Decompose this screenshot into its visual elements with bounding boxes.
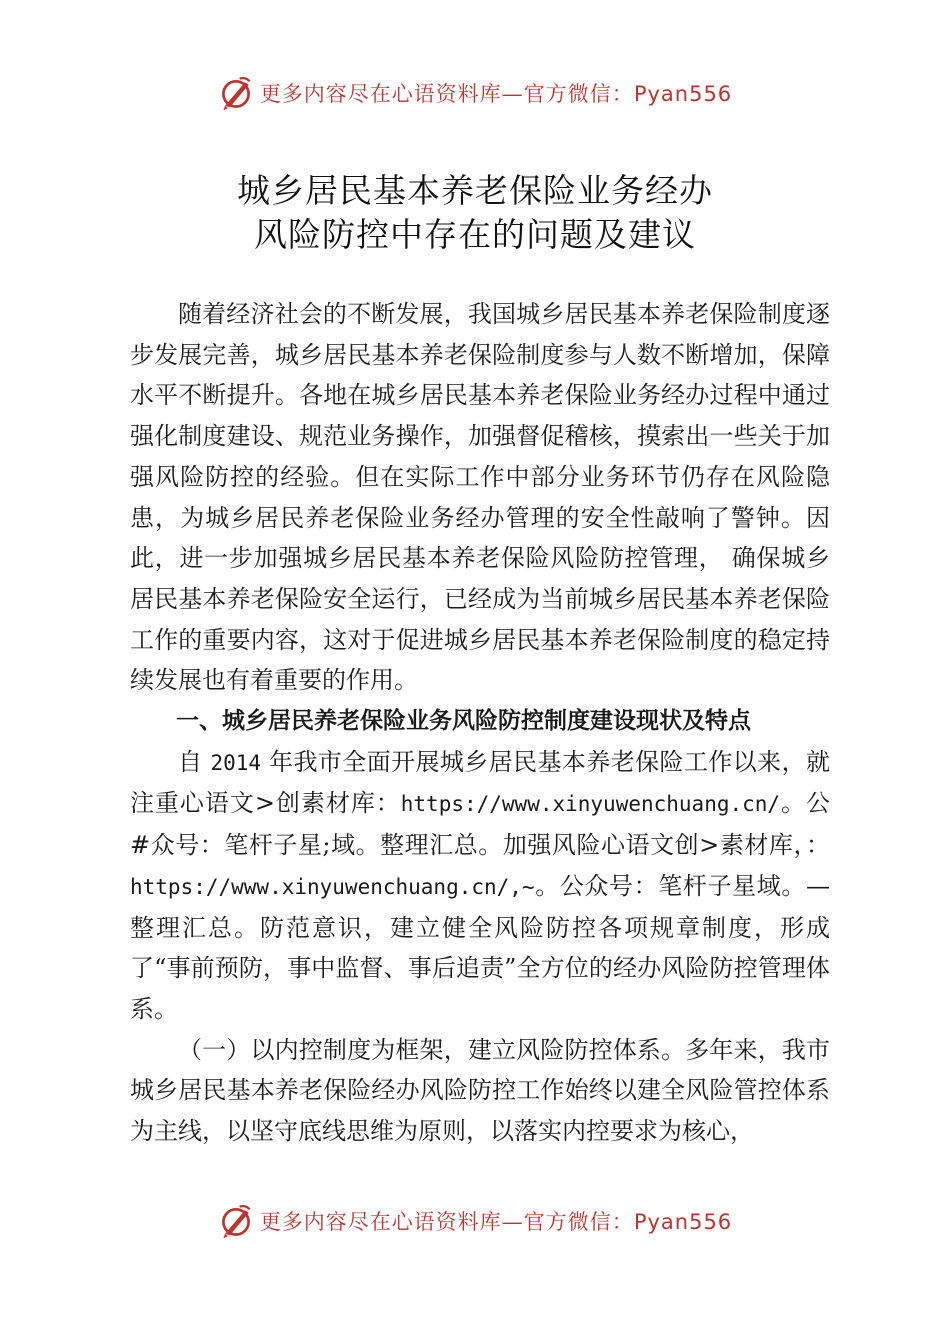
wechat-id: Pyan556 bbox=[633, 1210, 733, 1234]
document-title-line2: 风险防控中存在的问题及建议 bbox=[254, 215, 696, 254]
document-title-line1: 城乡居民基本养老保险业务经办 bbox=[237, 171, 713, 210]
header-banner bbox=[0, 73, 950, 113]
footer-banner bbox=[0, 1201, 950, 1241]
url-link: https://www.xinyuwenchuang.cn/,~ bbox=[130, 874, 535, 899]
banner-text: 更多内容尽在心语资料库—官方微信：Pyan556 bbox=[259, 82, 733, 106]
pen-in-circle-logo-icon bbox=[218, 1203, 254, 1239]
paragraph-intro: 随着经济社会的不断发展，我国城乡居民基本养老保险制度逐步发展完善，城乡居民基本养老保险制度参与人数不断增加，保障水平不断提升。各地在城乡居民基本养老保险业务经办过程中通过强化制度建设、规范业务操作，加强督促稽核，摸索出一些关于加强风险防控的经验。但在实际工作中部分业务环节仍存在风险隐患，为城乡居民养老保险业务经办管理的安全性敲响了警钟。因此，进一步加强城乡居民基本养老保险风险防控管理， 确保城乡居民基本养老保险安全运行，已经成为当前城乡居民基本养老保险工作的重要内容，这对于促进城乡居民基本养老保险制度的稳定持续发展也有着重要的作用。 bbox=[130, 300, 830, 695]
paragraph-subsection1: （一）以内控制度为框架，建立风险防控体系。多年来，我市城乡居民基本养老保险经办风险防控工作始终以建全风险管控体系为主线，以坚守底线思维为原则，以落实内控要求为核心， bbox=[130, 1035, 830, 1146]
section-heading-1: 一、城乡居民养老保险业务风险防控制度建设现状及特点 bbox=[176, 708, 751, 735]
url-link: https://www.xinyuwenchuang.cn/ bbox=[400, 792, 781, 817]
paragraph-section1: 自 2014 年我市全面开展城乡居民基本养老保险工作以来，就注重心语文>创素材库：https://www.xinyuwenchuang.cn/。公#众号：笔杆子星;域。整理汇总。加强风险心语文创>素材库，：https://www.xinyuwenchuang.cn/,~。公众号：笔杆子星域。—整理汇总。防范意识，建立健全风险防控各项规章制度，形成了“事前预防，事中监督、事后追责”全方位的经办风险防控管理体系。 bbox=[130, 747, 830, 1023]
document-body bbox=[130, 294, 830, 1152]
banner-text: 更多内容尽在心语资料库—官方微信：Pyan556 bbox=[259, 1210, 733, 1234]
pen-in-circle-logo-icon bbox=[218, 75, 254, 111]
wechat-id: Pyan556 bbox=[633, 82, 733, 106]
